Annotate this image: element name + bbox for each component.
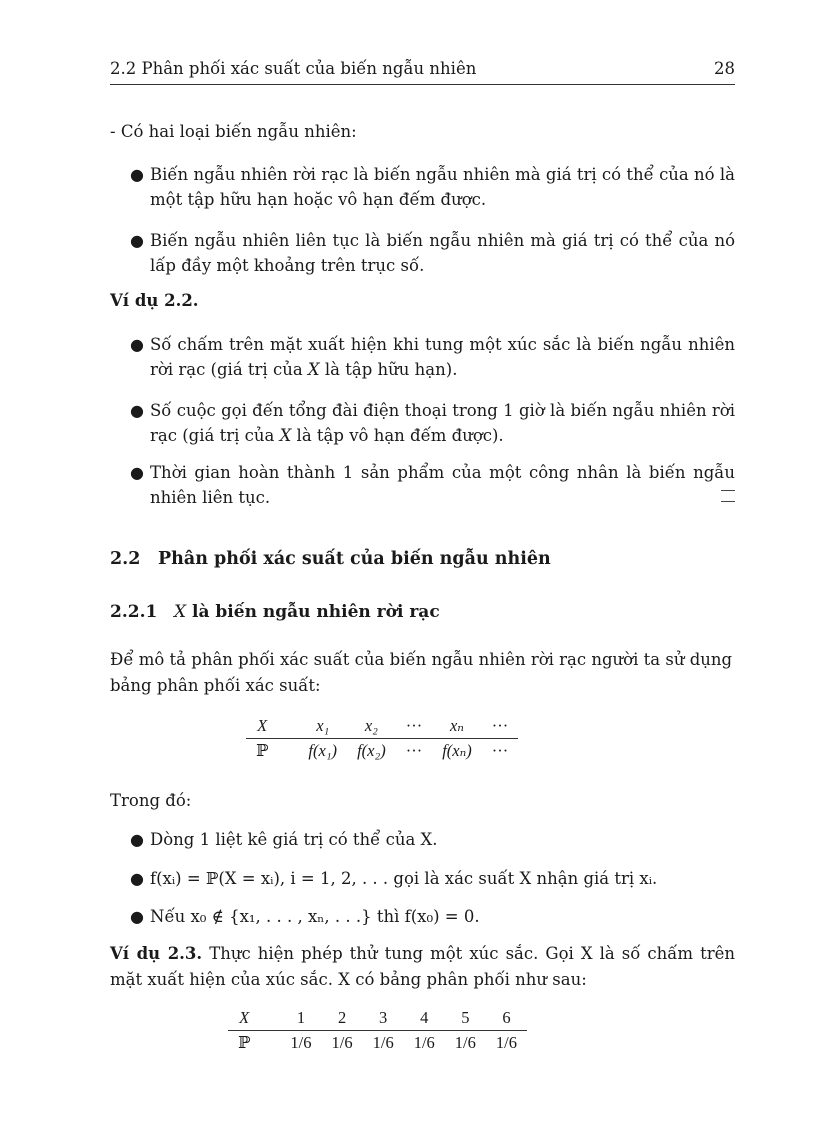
list-item: ● Nếu x₀ ∉ {x₁, . . . , xₙ, . . .} thì f(x₀) = 0. <box>130 904 735 929</box>
page-number: 28 <box>714 59 735 78</box>
header-title: 2.2 Phân phối xác suất của biến ngẫu nhiên <box>110 59 477 78</box>
bullet-icon: ● <box>130 335 144 354</box>
list-item: ● Thời gian hoàn thành 1 sản phẩm của một công nhân là biến ngẫu nhiên liên tục. <box>130 460 735 510</box>
bullet-icon: ● <box>130 231 144 250</box>
example-2-3-text: Thực hiện phép thử tung một xúc sắc. Gọi X là số chấm trên mặt xuất hiện của xúc sắc. X có bảng phân phối như sau: <box>110 944 736 989</box>
description-text: Để mô tả phân phối xác suất của biến ngẫu nhiên rời rạc người ta sử dụng bảng phân phối xác suất: <box>110 650 733 695</box>
bullet-icon: ● <box>130 401 144 420</box>
bullet-icon: ● <box>130 907 144 926</box>
bullet-icon: ● <box>130 869 144 888</box>
distribution-table-general: X x₁ x₂ ··· xₙ ··· ℙ f(x₁) f(x₂) ··· f(xₙ) ··· <box>246 714 518 763</box>
example-2-2-label: Ví dụ 2.2. <box>110 291 199 310</box>
qed-icon <box>721 490 735 502</box>
bullet-icon: ● <box>130 165 144 184</box>
list-item: ● Biến ngẫu nhiên liên tục là biến ngẫu nhiên mà giá trị có thể của nó lấp đầy một khoảng trên trục số. <box>130 228 735 278</box>
section-heading: 2.2 Phân phối xác suất của biến ngẫu nhiên <box>110 549 551 569</box>
bullet-icon: ● <box>130 463 144 482</box>
running-header <box>110 58 735 85</box>
list-item: ● Số chấm trên mặt xuất hiện khi tung một xúc sắc là biến ngẫu nhiên rời rạc (giá trị của X là tập hữu hạn). <box>130 332 735 382</box>
example-2-3-label: Ví dụ 2.3. <box>110 944 203 963</box>
bullet-icon: ● <box>130 830 144 849</box>
list-item: ● f(xᵢ) = ℙ(X = xᵢ), i = 1, 2, . . . gọi là xác suất X nhận giá trị xᵢ. <box>130 866 735 891</box>
intro-text: - Có hai loại biến ngẫu nhiên: <box>110 122 357 141</box>
subsection-heading: 2.2.1 X là biến ngẫu nhiên rời rạc <box>110 602 440 622</box>
list-item: ● Dòng 1 liệt kê giá trị có thể của X. <box>130 827 735 852</box>
where-text: Trong đó: <box>110 791 192 810</box>
list-item: ● Số cuộc gọi đến tổng đài điện thoại trong 1 giờ là biến ngẫu nhiên rời rạc (giá trị của X là tập vô hạn đếm được). <box>130 398 735 448</box>
example-2-3 <box>110 941 735 993</box>
distribution-table-dice: X 1 2 3 4 5 6 ℙ 1/6 1/6 1/6 1/6 1/6 1/6 <box>228 1006 527 1055</box>
list-item: ● Biến ngẫu nhiên rời rạc là biến ngẫu nhiên mà giá trị có thể của nó là một tập hữu hạn hoặc vô hạn đếm được. <box>130 162 735 212</box>
